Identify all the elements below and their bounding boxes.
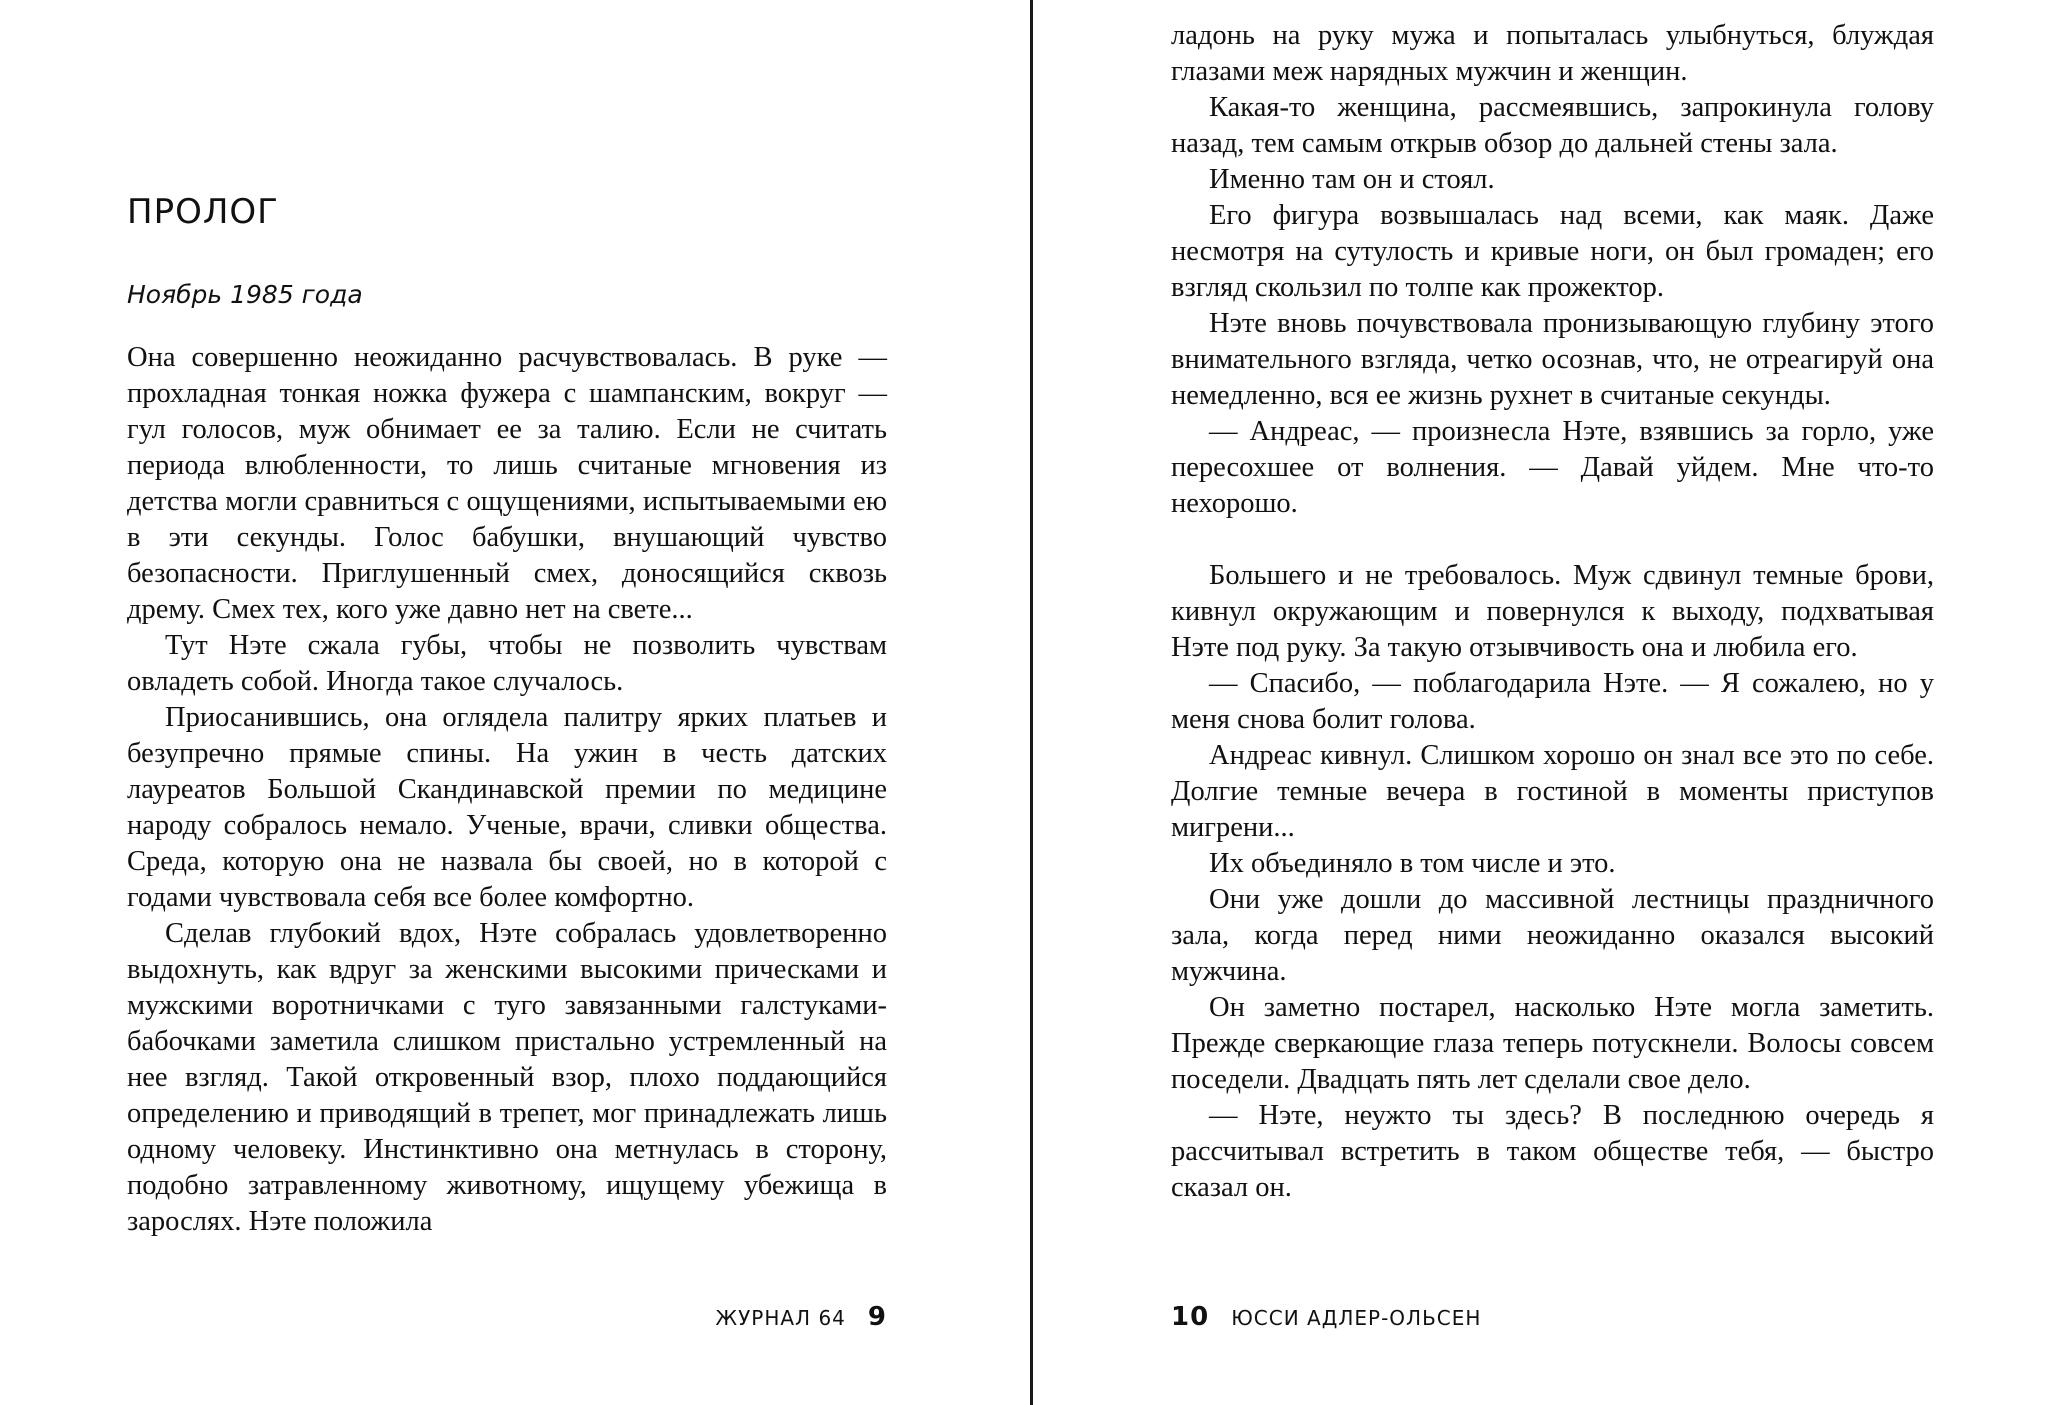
paragraph: Он заметно постарел, насколько Нэте могла заметить. Прежде сверкающие глаза теперь потускнели. Волосы совсем поседели. Двадцать пять лет сделали свое дело. — [1171, 992, 1934, 1095]
paragraph: Они уже дошли до массивной лестницы праздничного зала, когда перед ними неожиданно оказался высокий мужчина. — [1171, 884, 1934, 987]
paragraph: Нэте вновь почувствовала пронизывающую глубину этого внимательного взгляда, четко осознав, что, не отреагируй она немедленно, вся ее жизнь рухнет в считаные секунды. — [1171, 308, 1934, 411]
paragraph: — Андреас, — произнесла Нэте, взявшись за горло, уже пересохшее от волнения. — Давай уйдем. Мне что-то нехорошо. — [1171, 416, 1934, 519]
paragraph: Андреас кивнул. Слишком хорошо он знал все это по себе. Долгие темные вечера в гостиной в моменты приступов мигрени... — [1171, 740, 1934, 843]
running-head: ЮССИ АДЛЕР-ОЛЬСЕН — [1231, 1306, 1482, 1330]
paragraph: Его фигура возвышалась над всеми, как маяк. Даже несмотря на сутулость и кривые ноги, он был громаден; его взгляд скользил по толпе как прожектор. — [1171, 200, 1934, 303]
left-page-body — [127, 340, 887, 1240]
chapter-date: Ноябрь 1985 года — [127, 280, 363, 309]
right-page-body — [1171, 18, 1934, 1206]
right-page-footer — [1171, 1302, 1481, 1333]
paragraph: Именно там он и стоял. — [1209, 164, 1495, 195]
chapter-title: ПРОЛОГ — [127, 192, 279, 232]
left-page-footer — [716, 1302, 887, 1333]
right-page — [1171, 0, 1934, 1405]
paragraph: Какая-то женщина, рассмеявшись, запрокинула голову назад, тем самым открыв обзор до дальней стены зала. — [1171, 92, 1934, 159]
paragraph: — Спасибо, — поблагодарила Нэте. — Я сожалею, но у меня снова болит голова. — [1171, 668, 1934, 735]
page-number: 9 — [867, 1302, 887, 1332]
paragraph: — Нэте, неужто ты здесь? В последнюю очередь я рассчитывал встретить в таком обществе тебя, — быстро сказал он. — [1171, 1100, 1934, 1203]
left-page — [127, 0, 887, 1405]
paragraph: Большего и не требовалось. Муж сдвинул темные брови, кивнул окружающим и повернулся к выходу, подхватывая Нэте под руку. За такую отзывчивость она и любила его. — [1171, 560, 1934, 663]
paragraph: Приосанившись, она оглядела палитру ярких платьев и безупречно прямые спины. На ужин в честь датских лауреатов Большой Скандинавской премии по медицине народу собралось немало. Ученые, врачи, сливки общества. Среда, которую она не назвала бы своей, но в которой с годами чувствовала себя все более комфортно. — [127, 702, 887, 913]
page-number: 10 — [1171, 1302, 1210, 1332]
running-head: ЖУРНАЛ 64 — [715, 1306, 846, 1330]
paragraph: Тут Нэте сжала губы, чтобы не позволить чувствам овладеть собой. Иногда такое случалось. — [127, 630, 887, 697]
paragraph: Их объединяло в том числе и это. — [1209, 848, 1616, 879]
page-divider — [1030, 0, 1033, 1405]
paragraph: ладонь на руку мужа и попыталась улыбнуться, блуждая глазами меж нарядных мужчин и женщин. — [1171, 20, 1934, 87]
paragraph: Она совершенно неожиданно расчувствовалась. В руке — прохладная тонкая ножка фужера с шампанским, вокруг — гул голосов, муж обнимает ее за талию. Если не считать периода влюбленности, то лишь считаные мгновения из детства могли сравниться с ощущениями, испытываемыми ею в эти секунды. Голос бабушки, внушающий чувство безопасности. Приглушенный смех, доносящийся сквозь дрему. Смех тех, кого уже давно нет на свете... — [127, 342, 887, 625]
paragraph: Сделав глубокий вдох, Нэте собралась удовлетворенно выдохнуть, как вдруг за женскими высокими прическами и мужскими воротничками с туго завязанными галстуками-бабочками заметила слишком пристально устремленный на нее взгляд. Такой откровенный взор, плохо поддающийся определению и приводящий в трепет, мог принадлежать лишь одному человеку. Инстинктивно она метнулась в сторону, подобно затравленному животному, ищущему убежища в зарослях. Нэте положила — [127, 918, 887, 1237]
